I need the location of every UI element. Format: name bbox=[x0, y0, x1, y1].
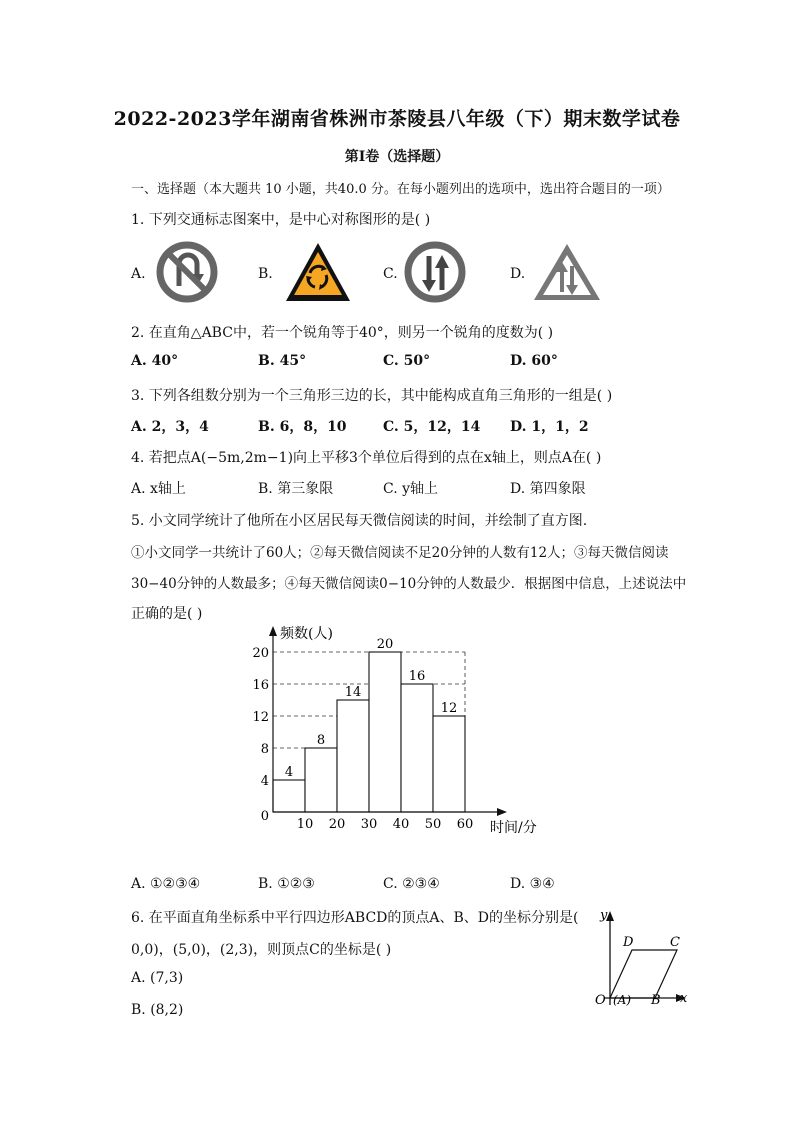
q1-option-c-label: C. bbox=[383, 266, 398, 282]
histogram-bar-value-label: 14 bbox=[344, 685, 362, 700]
figure-label-d: D bbox=[623, 935, 634, 950]
no-u-turn-sign-icon bbox=[155, 240, 219, 304]
histogram-y-axis-label: 频数(人) bbox=[280, 626, 333, 642]
two-way-traffic-sign-icon bbox=[530, 240, 604, 304]
q2-option-a: A. 40° bbox=[131, 353, 179, 369]
q3-stem: 3. 下列各组数分别为一个三角形三边的长，其中能构成直角三角形的一组是( ) bbox=[131, 388, 613, 404]
histogram-x-axis-arrow-icon bbox=[497, 808, 507, 816]
histogram-bar-value-label: 8 bbox=[316, 733, 326, 748]
histogram-bar bbox=[337, 700, 369, 812]
q3-option-d: D. 1，1，2 bbox=[510, 419, 589, 435]
histogram-x-tick-label: 50 bbox=[424, 817, 442, 832]
q5-option-a: A. ①②③④ bbox=[131, 876, 201, 892]
reading-time-histogram bbox=[240, 622, 550, 842]
figure-label-y: y bbox=[600, 908, 608, 923]
parallelogram-abcd bbox=[610, 950, 677, 998]
q1-option-d-label: D. bbox=[510, 266, 526, 282]
histogram-bar bbox=[433, 716, 465, 812]
q2-stem: 2. 在直角△ABC中，若一个锐角等于40°，则另一个锐角的度数为( ) bbox=[131, 325, 554, 341]
histogram-y-axis-arrow-icon bbox=[269, 626, 277, 636]
figure-label-o: O bbox=[595, 993, 606, 1008]
q5-option-d: D. ③④ bbox=[510, 876, 555, 892]
parallelogram-figure bbox=[590, 903, 696, 1015]
q1-option-b-label: B. bbox=[258, 266, 273, 282]
figure-label-a: (A) bbox=[613, 993, 632, 1007]
q3-option-b: B. 6，8，10 bbox=[258, 419, 347, 435]
figure-label-b: B bbox=[651, 993, 661, 1008]
q6-stem: 6. 在平面直角坐标系中平行四边形ABCD的顶点A、B、D的坐标分别是( bbox=[131, 910, 579, 926]
figure-label-x: x bbox=[680, 991, 688, 1006]
histogram-bar-value-label: 4 bbox=[284, 765, 294, 780]
histogram-y-tick-label: 16 bbox=[252, 678, 269, 693]
histogram-bar bbox=[273, 780, 305, 812]
roundabout-warning-sign-icon bbox=[283, 240, 353, 304]
q6-option-a: A. (7,3) bbox=[131, 970, 184, 986]
figure-label-c: C bbox=[670, 935, 680, 950]
q6-option-b: B. (8,2) bbox=[131, 1002, 184, 1018]
histogram-bar-value-label: 12 bbox=[440, 701, 458, 716]
histogram-y-tick-label: 4 bbox=[260, 774, 269, 789]
q5-option-b: B. ①②③ bbox=[258, 876, 315, 892]
part-header: 一、选择题（本大题共 10 小题，共40.0 分。在每小题列出的选项中，选出符合题目的一项） bbox=[131, 182, 670, 197]
histogram-bar bbox=[401, 684, 433, 812]
histogram-y-tick-label: 20 bbox=[252, 646, 269, 661]
section-title: 第Ⅰ卷（选择题） bbox=[344, 149, 450, 165]
q1-stem: 1. 下列交通标志图案中，是中心对称图形的是( ) bbox=[131, 212, 431, 228]
q5-stem: 5. 小文同学统计了他所在小区居民每天微信阅读的时间，并绘制了直方图. bbox=[131, 513, 588, 529]
q4-option-d: D. 第四象限 bbox=[510, 481, 586, 497]
q5-statements-line-3: 正确的是( ) bbox=[131, 606, 203, 622]
q4-option-b: B. 第三象限 bbox=[258, 481, 334, 497]
page-title: 2022-2023学年湖南省株洲市茶陵县八年级（下）期末数学试卷 bbox=[113, 108, 681, 130]
histogram-x-tick-label: 30 bbox=[360, 817, 378, 832]
q1-option-a-label: A. bbox=[131, 266, 146, 282]
histogram-x-axis-label: 时间/分 bbox=[490, 820, 537, 836]
histogram-x-tick-label: 60 bbox=[456, 817, 474, 832]
histogram-y-tick-label: 0 bbox=[260, 809, 269, 824]
q6-stem-continued: 0,0)，(5,0)，(2,3)，则顶点C的坐标是( ) bbox=[131, 942, 392, 958]
q3-option-a: A. 2，3，4 bbox=[131, 419, 209, 435]
histogram-x-tick-label: 10 bbox=[296, 817, 314, 832]
histogram-bar bbox=[369, 652, 401, 812]
histogram-x-tick-label: 40 bbox=[392, 817, 410, 832]
q5-option-c: C. ②③④ bbox=[383, 876, 440, 892]
q2-option-d: D. 60° bbox=[510, 353, 558, 369]
q2-option-c: C. 50° bbox=[383, 353, 431, 369]
q4-option-a: A. x轴上 bbox=[131, 481, 186, 497]
histogram-x-tick-label: 20 bbox=[328, 817, 346, 832]
q5-statements-line-2: 30−40分钟的人数最多；④每天微信阅读0−10分钟的人数最少．根据图中信息，上述说法中 bbox=[131, 576, 687, 592]
q2-option-b: B. 45° bbox=[258, 353, 307, 369]
q4-option-c: C. y轴上 bbox=[383, 481, 439, 497]
histogram-y-tick-label: 8 bbox=[260, 742, 269, 757]
q5-statements-line-1: ①小文同学一共统计了60人；②每天微信阅读不足20分钟的人数有12人；③每天微信阅读 bbox=[131, 545, 669, 561]
histogram-y-tick-label: 12 bbox=[252, 710, 269, 725]
q4-stem: 4. 若把点A(−5m,2m−1)向上平移3个单位后得到的点在x轴上，则点A在( ) bbox=[131, 450, 602, 466]
histogram-bar-value-label: 20 bbox=[376, 637, 394, 652]
histogram-bar bbox=[305, 748, 337, 812]
split-arrows-sign-icon bbox=[403, 240, 467, 304]
q3-option-c: C. 5，12，14 bbox=[383, 419, 481, 435]
histogram-bar-value-label: 16 bbox=[408, 669, 426, 684]
